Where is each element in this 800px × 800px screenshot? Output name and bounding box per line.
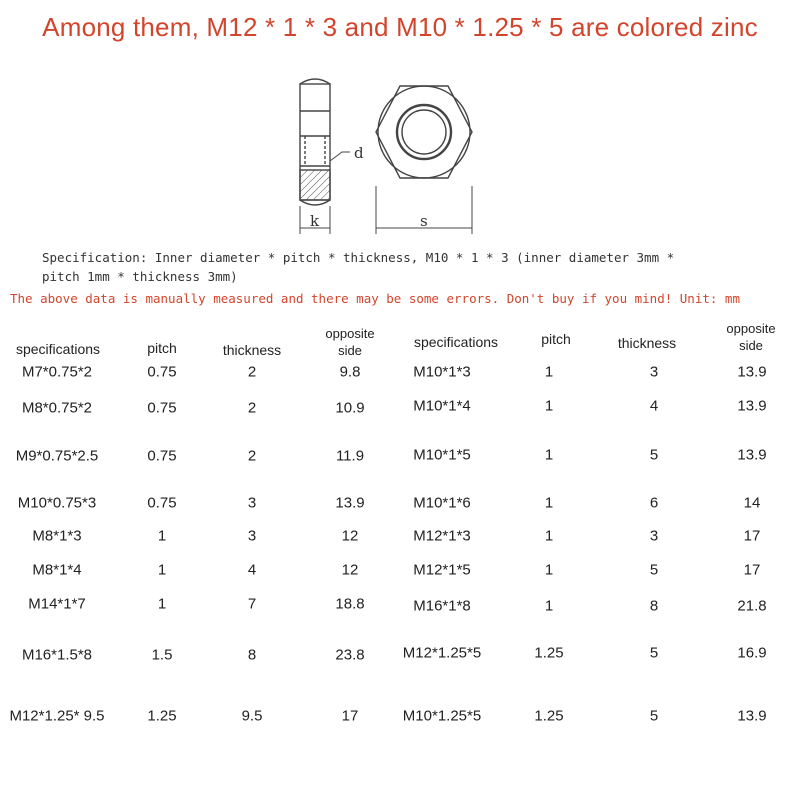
table-cell-left-pitch: 1.5 <box>151 646 173 664</box>
table-cell-left-spec: M8*0.75*2 <box>21 399 93 417</box>
header-opposite-side-left: opposite side <box>325 326 375 358</box>
table-cell-right-spec: M10*1*3 <box>413 363 471 381</box>
table-cell-right-spec: M10*1.25*5 <box>402 707 482 725</box>
table-cell-left-side: 13.9 <box>335 494 365 512</box>
table-cell-right-thickness: 6 <box>649 494 659 512</box>
table-cell-left-thickness: 2 <box>247 363 257 381</box>
table-cell-right-side: 13.9 <box>737 397 767 415</box>
spec-note-line-1: Specification: Inner diameter * pitch * thickness, M10 * 1 * 3 (inner diameter 3mm * <box>42 250 675 265</box>
table-cell-left-thickness: 9.5 <box>241 707 263 725</box>
table-cell-left-side: 23.8 <box>335 646 365 664</box>
table-cell-right-pitch: 1 <box>544 363 554 381</box>
table-cell-left-side: 10.9 <box>335 399 365 417</box>
table-cell-left-side: 18.8 <box>335 595 365 613</box>
table-cell-left-thickness: 3 <box>247 494 257 512</box>
table-cell-right-thickness: 5 <box>649 644 659 662</box>
table-cell-left-thickness: 2 <box>247 447 257 465</box>
table-cell-right-thickness: 5 <box>649 707 659 725</box>
table-cell-right-side: 13.9 <box>737 446 767 464</box>
label-d: d <box>354 144 364 162</box>
table-cell-right-spec: M12*1.25*5 <box>402 644 482 662</box>
table-cell-right-spec: M10*1*5 <box>413 446 471 464</box>
table-cell-right-side: 13.9 <box>737 363 767 381</box>
table-cell-right-spec: M10*1*6 <box>413 494 471 512</box>
table-cell-left-thickness: 3 <box>247 527 257 545</box>
table-cell-right-thickness: 5 <box>649 446 659 464</box>
table-cell-right-thickness: 5 <box>649 561 659 579</box>
table-cell-left-spec: M16*1.5*8 <box>21 646 93 664</box>
hex-nut-technical-drawing <box>270 66 520 246</box>
table-cell-left-side: 9.8 <box>339 363 361 381</box>
table-cell-left-pitch: 0.75 <box>147 363 177 381</box>
table-cell-right-pitch: 1 <box>544 597 554 615</box>
nut-side-view <box>300 79 350 234</box>
table-cell-right-pitch: 1 <box>544 397 554 415</box>
spec-note-line-2: pitch 1mm * thickness 3mm) <box>42 269 238 284</box>
table-cell-left-pitch: 0.75 <box>147 494 177 512</box>
table-cell-left-spec: M7*0.75*2 <box>21 363 93 381</box>
table-cell-left-thickness: 8 <box>247 646 257 664</box>
table-cell-left-thickness: 7 <box>247 595 257 613</box>
table-cell-right-pitch: 1 <box>544 494 554 512</box>
table-cell-right-thickness: 3 <box>649 363 659 381</box>
table-cell-left-side: 17 <box>341 707 359 725</box>
table-cell-left-spec: M12*1.25* 9.5 <box>9 707 105 725</box>
table-cell-right-side: 17 <box>743 527 761 545</box>
table-cell-left-side: 12 <box>341 561 359 579</box>
header-pitch-right: pitch <box>541 331 571 347</box>
table-cell-left-pitch: 1 <box>157 527 167 545</box>
header-specifications-right: specifications <box>413 334 499 350</box>
header-thickness-left: thickness <box>222 342 282 358</box>
table-cell-left-pitch: 0.75 <box>147 447 177 465</box>
table-cell-right-pitch: 1.25 <box>534 644 564 662</box>
label-s: s <box>420 212 428 230</box>
header-pitch-left: pitch <box>147 340 177 356</box>
table-cell-right-pitch: 1 <box>544 561 554 579</box>
table-cell-right-side: 13.9 <box>737 707 767 725</box>
table-cell-left-pitch: 1 <box>157 561 167 579</box>
table-cell-left-side: 12 <box>341 527 359 545</box>
header-thickness-right: thickness <box>617 335 677 351</box>
table-cell-right-thickness: 8 <box>649 597 659 615</box>
header-opposite-side-right: opposite side <box>726 321 776 353</box>
disclaimer: The above data is manually measured and there may be some errors. Don't buy if you mind! Unit: mm <box>10 291 740 306</box>
table-cell-right-side: 14 <box>743 494 761 512</box>
table-cell-left-pitch: 1 <box>157 595 167 613</box>
table-cell-right-pitch: 1 <box>544 446 554 464</box>
table-cell-right-thickness: 4 <box>649 397 659 415</box>
table-cell-right-spec: M10*1*4 <box>413 397 471 415</box>
table-cell-left-spec: M8*1*3 <box>32 527 82 545</box>
table-cell-right-side: 17 <box>743 561 761 579</box>
table-cell-right-side: 21.8 <box>737 597 767 615</box>
table-cell-left-pitch: 1.25 <box>147 707 177 725</box>
table-cell-left-side: 11.9 <box>335 447 365 465</box>
table-cell-left-thickness: 4 <box>247 561 257 579</box>
table-cell-left-spec: M9*0.75*2.5 <box>15 447 99 465</box>
label-k: k <box>310 212 320 230</box>
table-cell-right-spec: M16*1*8 <box>413 597 471 615</box>
table-cell-right-side: 16.9 <box>737 644 767 662</box>
table-cell-right-thickness: 3 <box>649 527 659 545</box>
headline: Among them, M12 * 1 * 3 and M10 * 1.25 * 5 are colored zinc <box>42 12 758 42</box>
table-cell-left-spec: M10*0.75*3 <box>17 494 97 512</box>
table-cell-right-pitch: 1.25 <box>534 707 564 725</box>
table-cell-left-pitch: 0.75 <box>147 399 177 417</box>
header-specifications-left: specifications <box>15 341 101 357</box>
table-cell-right-spec: M12*1*3 <box>413 527 471 545</box>
table-cell-left-spec: M14*1*7 <box>28 595 86 613</box>
table-cell-left-thickness: 2 <box>247 399 257 417</box>
table-cell-right-spec: M12*1*5 <box>413 561 471 579</box>
table-cell-left-spec: M8*1*4 <box>32 561 82 579</box>
table-cell-right-pitch: 1 <box>544 527 554 545</box>
